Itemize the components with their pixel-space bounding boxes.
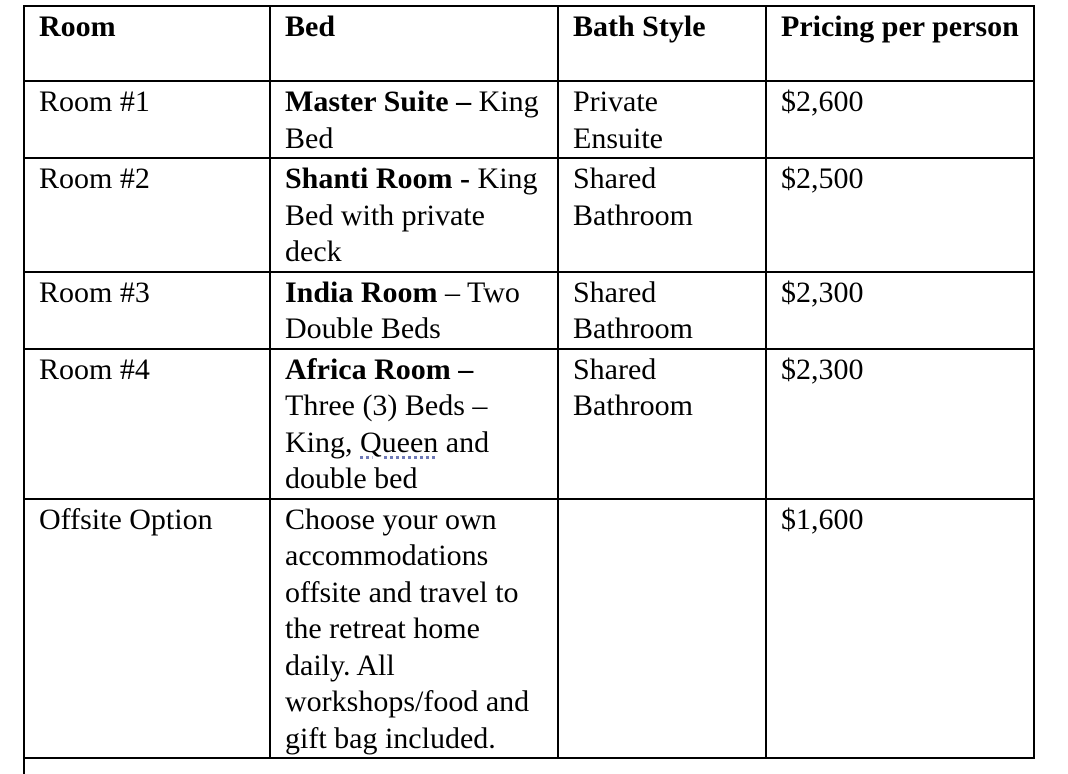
bed-detail: Three (3) Beds – King,	[285, 389, 488, 459]
bed-detail: King Bed	[285, 85, 539, 155]
room-cell: Room #1	[24, 81, 270, 158]
bed-cell	[270, 272, 558, 349]
bed-name: Africa Room –	[285, 352, 474, 386]
bath-cell: Shared Bathroom	[558, 158, 766, 272]
bed-detail: Two Double Beds	[285, 275, 520, 345]
bed-cell	[270, 81, 558, 158]
bed-cell	[270, 349, 558, 499]
room-cell: Room #3	[24, 272, 270, 349]
table-row	[24, 499, 1034, 759]
table-row	[24, 81, 1034, 158]
table-row	[24, 158, 1034, 272]
header-bath-style: Bath Style	[558, 6, 766, 81]
bed-name-suffix: –	[437, 275, 461, 309]
bed-detail: King Bed with private deck	[285, 162, 538, 268]
bath-cell	[558, 499, 766, 759]
bed-cell	[270, 158, 558, 272]
table-header-row	[24, 6, 1034, 81]
room-cell: Room #2	[24, 158, 270, 272]
table-row	[24, 349, 1034, 499]
bath-cell: Shared Bathroom	[558, 272, 766, 349]
bed-cell: Choose your own accommodations offsite and travel to the retreat home daily. All workshops/food and gift bag included.	[270, 499, 558, 759]
header-bed: Bed	[270, 6, 558, 81]
price-cell: $2,600	[766, 81, 1034, 158]
table-row	[24, 272, 1034, 349]
header-room: Room	[24, 6, 270, 81]
bed-name: India Room	[285, 275, 438, 309]
header-pricing: Pricing per person	[766, 6, 1034, 81]
bed-name: Master Suite –	[285, 85, 472, 118]
bed-detail-end: and double bed	[285, 425, 490, 495]
bath-cell: Shared Bathroom	[558, 349, 766, 499]
price-cell: $2,500	[766, 158, 1034, 272]
room-cell: Room #4	[24, 349, 270, 499]
price-cell: $2,300	[766, 272, 1034, 349]
price-cell: $2,300	[766, 349, 1034, 499]
pricing-table	[23, 5, 1035, 759]
bath-cell: Private Ensuite	[558, 81, 766, 158]
bed-name: Shanti Room -	[285, 162, 471, 195]
price-cell: $1,600	[766, 499, 1034, 759]
page-edge-line	[23, 741, 25, 774]
spellcheck-word: Queen	[360, 425, 439, 459]
room-cell: Offsite Option	[24, 499, 270, 759]
